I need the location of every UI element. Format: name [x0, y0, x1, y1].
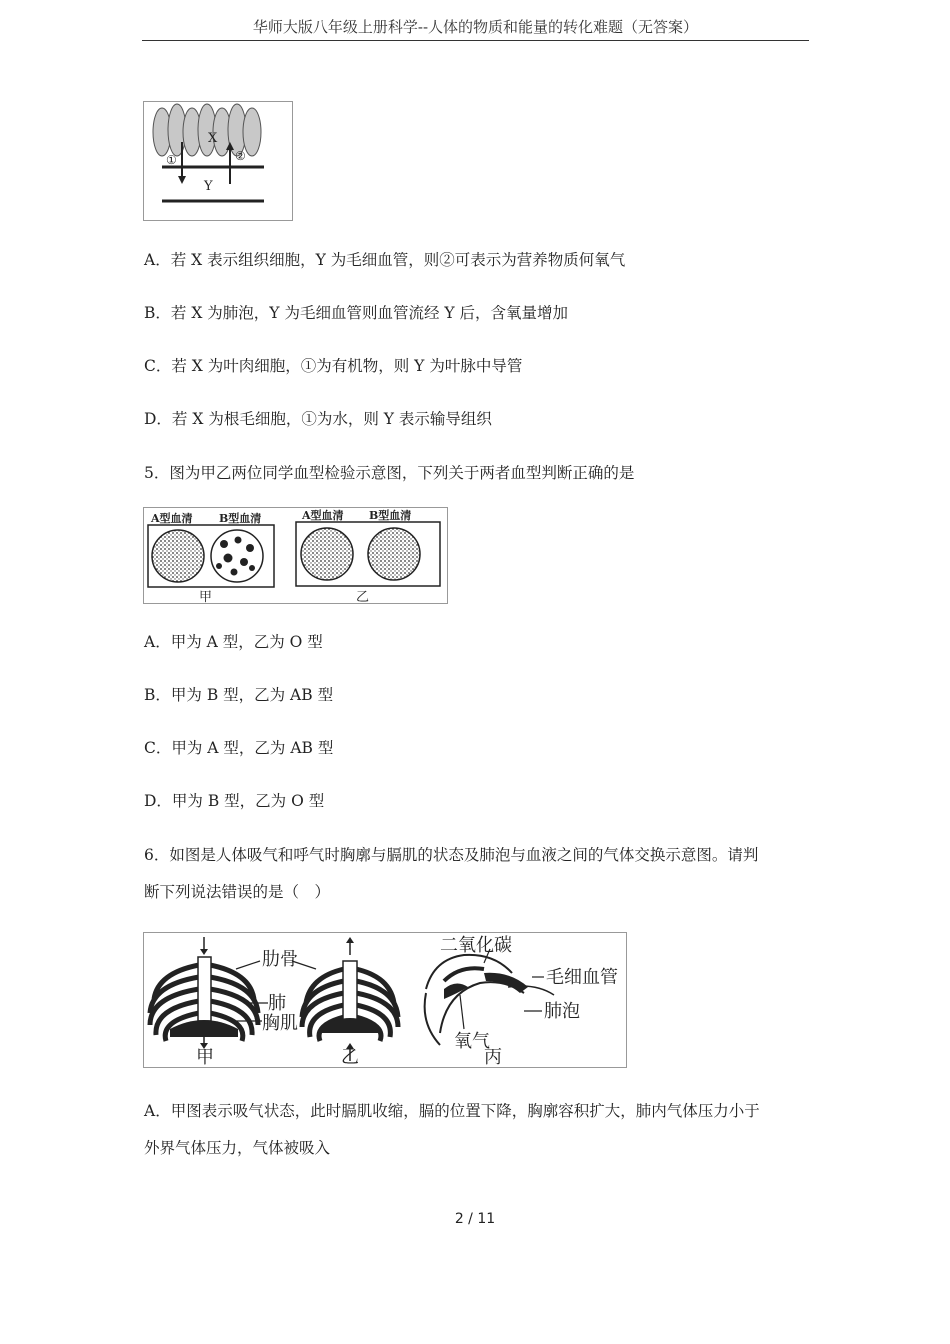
q5-option-c: C．甲为 A 型，乙为 AB 型: [144, 739, 334, 757]
q5-stem: 5．图为甲乙两位同学血型检验示意图，下列关于两者血型判断正确的是: [144, 464, 635, 482]
q6-stem-line2: 断下列说法错误的是（ ）: [144, 883, 331, 901]
q5-option-d: D．甲为 B 型，乙为 O 型: [144, 792, 325, 810]
q6-option-a-line2: 外界气体压力，气体被吸入: [144, 1139, 331, 1157]
figure3-lung-label: 肺: [268, 993, 286, 1014]
figure3-alveolus-label: 肺泡: [544, 1001, 580, 1022]
figure-cell-exchange: [143, 101, 293, 221]
figure1-x-label: X: [208, 131, 218, 146]
figure2-right-a-serum: A型血清: [302, 509, 344, 522]
q4-option-d: D．若 X 为根毛细胞，①为水，则 Y 表示输导组织: [144, 410, 492, 428]
figure3-capillary-label: 毛细血管: [546, 967, 618, 988]
q5-option-b: B．甲为 B 型，乙为 AB 型: [144, 686, 334, 704]
q5-option-a: A．甲为 A 型，乙为 O 型: [144, 633, 323, 651]
q6-option-a-line1: A．甲图表示吸气状态，此时膈肌收缩，膈的位置下降，胸廓容积扩大，肺内气体压力小于: [144, 1102, 760, 1120]
q4-option-c: C．若 X 为叶肉细胞，①为有机物，则 Y 为叶脉中导管: [144, 357, 523, 375]
page-number: 2 / 11: [454, 1211, 496, 1227]
figure2-right-b-serum: B型血清: [369, 509, 412, 522]
header-rule: [142, 40, 809, 41]
figure3-label-yi: 乙: [341, 1047, 359, 1067]
figure2-left-a-serum: A型血清: [151, 512, 193, 525]
q4-option-a: A．若 X 表示组织细胞，Y 为毛细血管，则②可表示为营养物质何氧气: [144, 251, 626, 269]
figure3-co2-label: 二氧化碳: [440, 935, 512, 956]
figure1-mark2: ②: [235, 149, 246, 163]
page-header-title: 华师大版八年级上册科学--人体的物质和能量的转化难题（无答案）: [252, 18, 699, 36]
figure2-left-b-serum: B型血清: [219, 512, 262, 525]
q6-stem-line1: 6．如图是人体吸气和呼气时胸廓与膈肌的状态及肺泡与血液之间的气体交换示意图。请判: [144, 846, 759, 864]
figure1-y-label: Y: [204, 179, 213, 194]
figure-blood-type-test: [143, 507, 448, 604]
figure2-label-yi: 乙: [356, 590, 370, 603]
figure3-oxygen-label: 氧气: [454, 1031, 490, 1052]
figure1-mark1: ①: [166, 153, 177, 167]
figure3-label-jia: 甲: [196, 1047, 214, 1067]
figure2-label-jia: 甲: [199, 590, 213, 603]
figure3-diaphragm-label: 胸肌: [262, 1013, 298, 1034]
q4-option-b: B．若 X 为肺泡，Y 为毛细血管则血管流经 Y 后，含氧量增加: [144, 304, 569, 322]
figure3-label-bing: 丙: [484, 1047, 502, 1067]
figure3-rib-label: 肋骨: [262, 949, 298, 970]
figure-breathing: [143, 932, 627, 1068]
